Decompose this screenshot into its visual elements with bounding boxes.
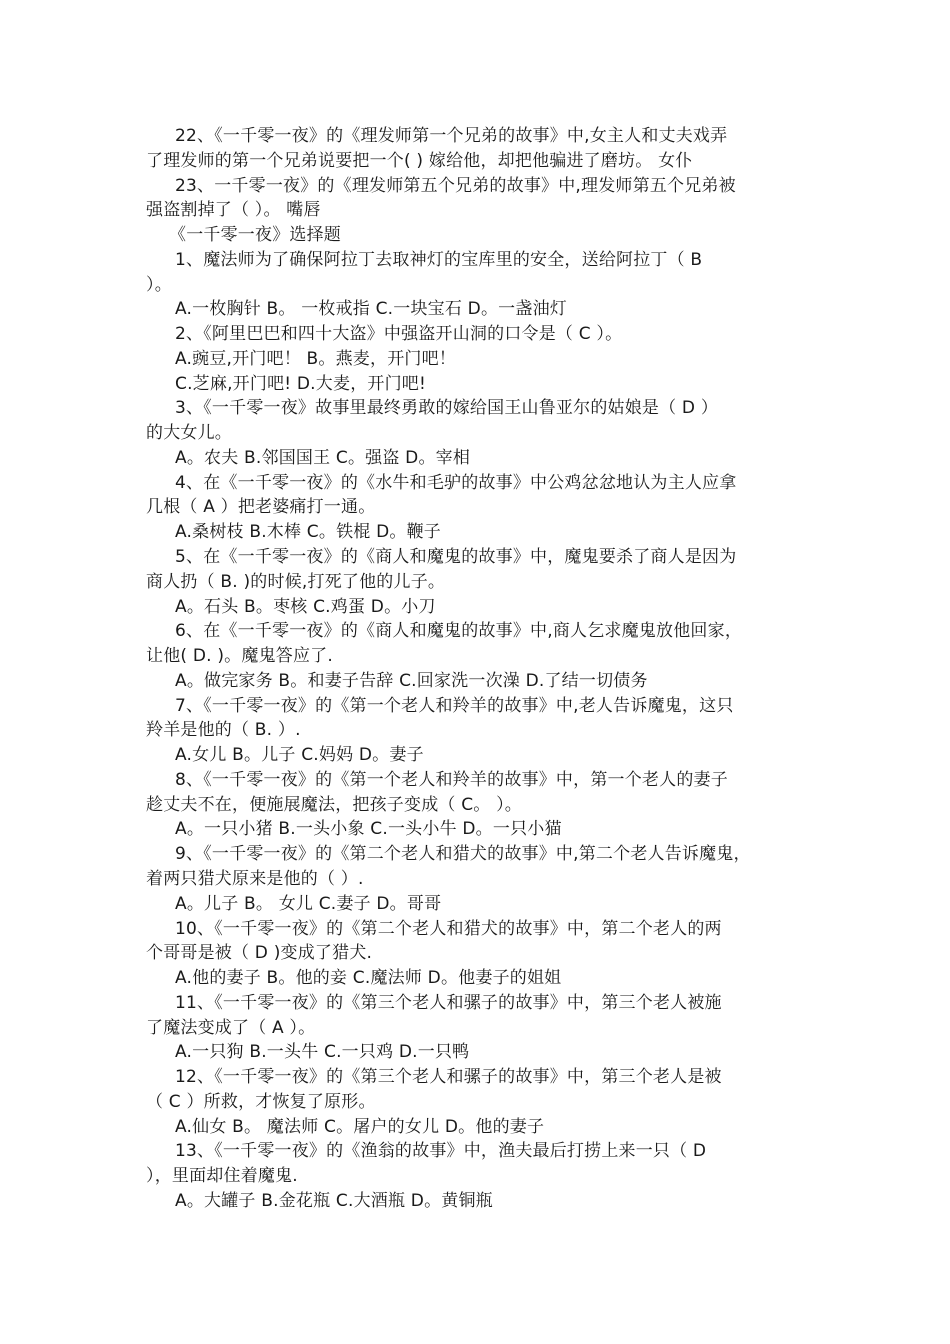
text-line: A.他的妻子 B。他的妾 C.魔法师 D。他妻子的姐姐 xyxy=(175,968,562,989)
text-line: A。儿子 B。 女儿 C.妻子 D。哥哥 xyxy=(175,893,442,914)
text-line: 商人扔（ B. )的时候,打死了他的儿子。 xyxy=(146,571,446,592)
text-line: 10、《一千零一夜》的《第二个老人和猎犬的故事》中，第二个老人的两 xyxy=(175,918,722,939)
text-line: A.豌豆,开门吧！ B。燕麦，开门吧！ xyxy=(175,348,457,369)
text-line: A。石头 B。枣核 C.鸡蛋 D。小刀 xyxy=(175,596,436,617)
text-line: 8、《一千零一夜》的《第一个老人和羚羊的故事》中，第一个老人的妻子 xyxy=(175,769,728,790)
text-line: 着两只猎犬原来是他的（ ）. xyxy=(146,868,364,889)
document-body xyxy=(146,124,810,1214)
section-title: 《一千零一夜》选择题 xyxy=(169,225,341,246)
text-line: 3、《一千零一夜》故事里最终勇敢的嫁给国王山鲁亚尔的姑娘是（ D ） xyxy=(175,398,719,419)
text-line: ）。 xyxy=(146,274,172,295)
text-line: 22、《一千零一夜》的《理发师第一个兄弟的故事》中,女主人和丈夫戏弄 xyxy=(175,126,728,146)
text-line: A。农夫 B.邻国国王 C。强盗 D。宰相 xyxy=(175,447,471,468)
text-line: A。大罐子 B.金花瓶 C.大酒瓶 D。黄铜瓶 xyxy=(175,1190,493,1211)
text-line: A.仙女 B。 魔法师 C。屠户的女儿 D。他的妻子 xyxy=(175,1116,545,1137)
text-line: 了魔法变成了（ A ）。 xyxy=(146,1017,316,1038)
text-line: A。一只小猪 B.一头小象 C.一头小牛 D。一只小猫 xyxy=(175,819,562,840)
text-line: 几根（ A ）把老婆痛打一通。 xyxy=(146,497,376,518)
text-line: A.一枚胸针 B。 一枚戒指 C.一块宝石 D。一盏油灯 xyxy=(175,299,567,320)
text-line: A.女儿 B。儿子 C.妈妈 D。妻子 xyxy=(175,745,424,766)
text-line: 11、《一千零一夜》的《第三个老人和骡子的故事》中，第三个老人被施 xyxy=(175,992,722,1013)
text-line: 让他( D. )。魔鬼答应了. xyxy=(146,646,333,667)
text-line: C.芝麻,开门吧! D.大麦，开门吧! xyxy=(175,373,427,394)
text-line: 9、《一千零一夜》的《第二个老人和猎犬的故事》中,第二个老人告诉魔鬼， xyxy=(175,844,751,865)
text-line: ），里面却住着魔鬼. xyxy=(146,1166,298,1187)
text-line: 6、在《一千零一夜》的《商人和魔鬼的故事》中,商人乞求魔鬼放他回家， xyxy=(175,621,743,642)
text-line: 4、在《一千零一夜》的《水牛和毛驴的故事》中公鸡忿忿地认为主人应拿 xyxy=(175,472,737,493)
text-line: 13、《一千零一夜》的《渔翁的故事》中，渔夫最后打捞上来一只（ D xyxy=(175,1141,707,1162)
text-line: （ C ）所救，才恢复了原形。 xyxy=(146,1091,376,1112)
text-line: A。做完家务 B。和妻子告辞 C.回家洗一次澡 D.了结一切债务 xyxy=(175,670,648,691)
text-line: 的大女儿。 xyxy=(146,423,232,444)
text-line: 2、《阿里巴巴和四十大盗》中强盗开山洞的口令是（ C ）。 xyxy=(175,324,623,345)
text-line: 1、魔法师为了确保阿拉丁去取神灯的宝库里的安全，送给阿拉丁（ B xyxy=(175,249,703,270)
text-line: 12、《一千零一夜》的《第三个老人和骡子的故事》中，第三个老人是被 xyxy=(175,1067,722,1088)
text-line: 了理发师的第一个兄弟说要把一个( ) 嫁给他，却把他骗进了磨坊。 女仆 xyxy=(146,150,693,171)
text-line: A.一只狗 B.一头牛 C.一只鸡 D.一只鸭 xyxy=(175,1042,470,1063)
text-line: 趁丈夫不在，便施展魔法，把孩子变成（ C。 ）。 xyxy=(146,794,522,815)
text-line: 23、一千零一夜》的《理发师第五个兄弟的故事》中,理发师第五个兄弟被 xyxy=(175,175,736,196)
text-line: 羚羊是他的（ B. ）. xyxy=(146,720,301,741)
text-line: A.桑树枝 B.木棒 C。铁棍 D。鞭子 xyxy=(175,522,441,543)
text-line: 强盗割掉了（ ）。 嘴唇 xyxy=(146,200,321,221)
text-line: 5、在《一千零一夜》的《商人和魔鬼的故事》中，魔鬼要杀了商人是因为 xyxy=(175,547,737,568)
text-line: 个哥哥是被（ D )变成了猎犬. xyxy=(146,943,373,964)
text-line: 7、《一千零一夜》的《第一个老人和羚羊的故事》中,老人告诉魔鬼，这只 xyxy=(175,695,734,716)
